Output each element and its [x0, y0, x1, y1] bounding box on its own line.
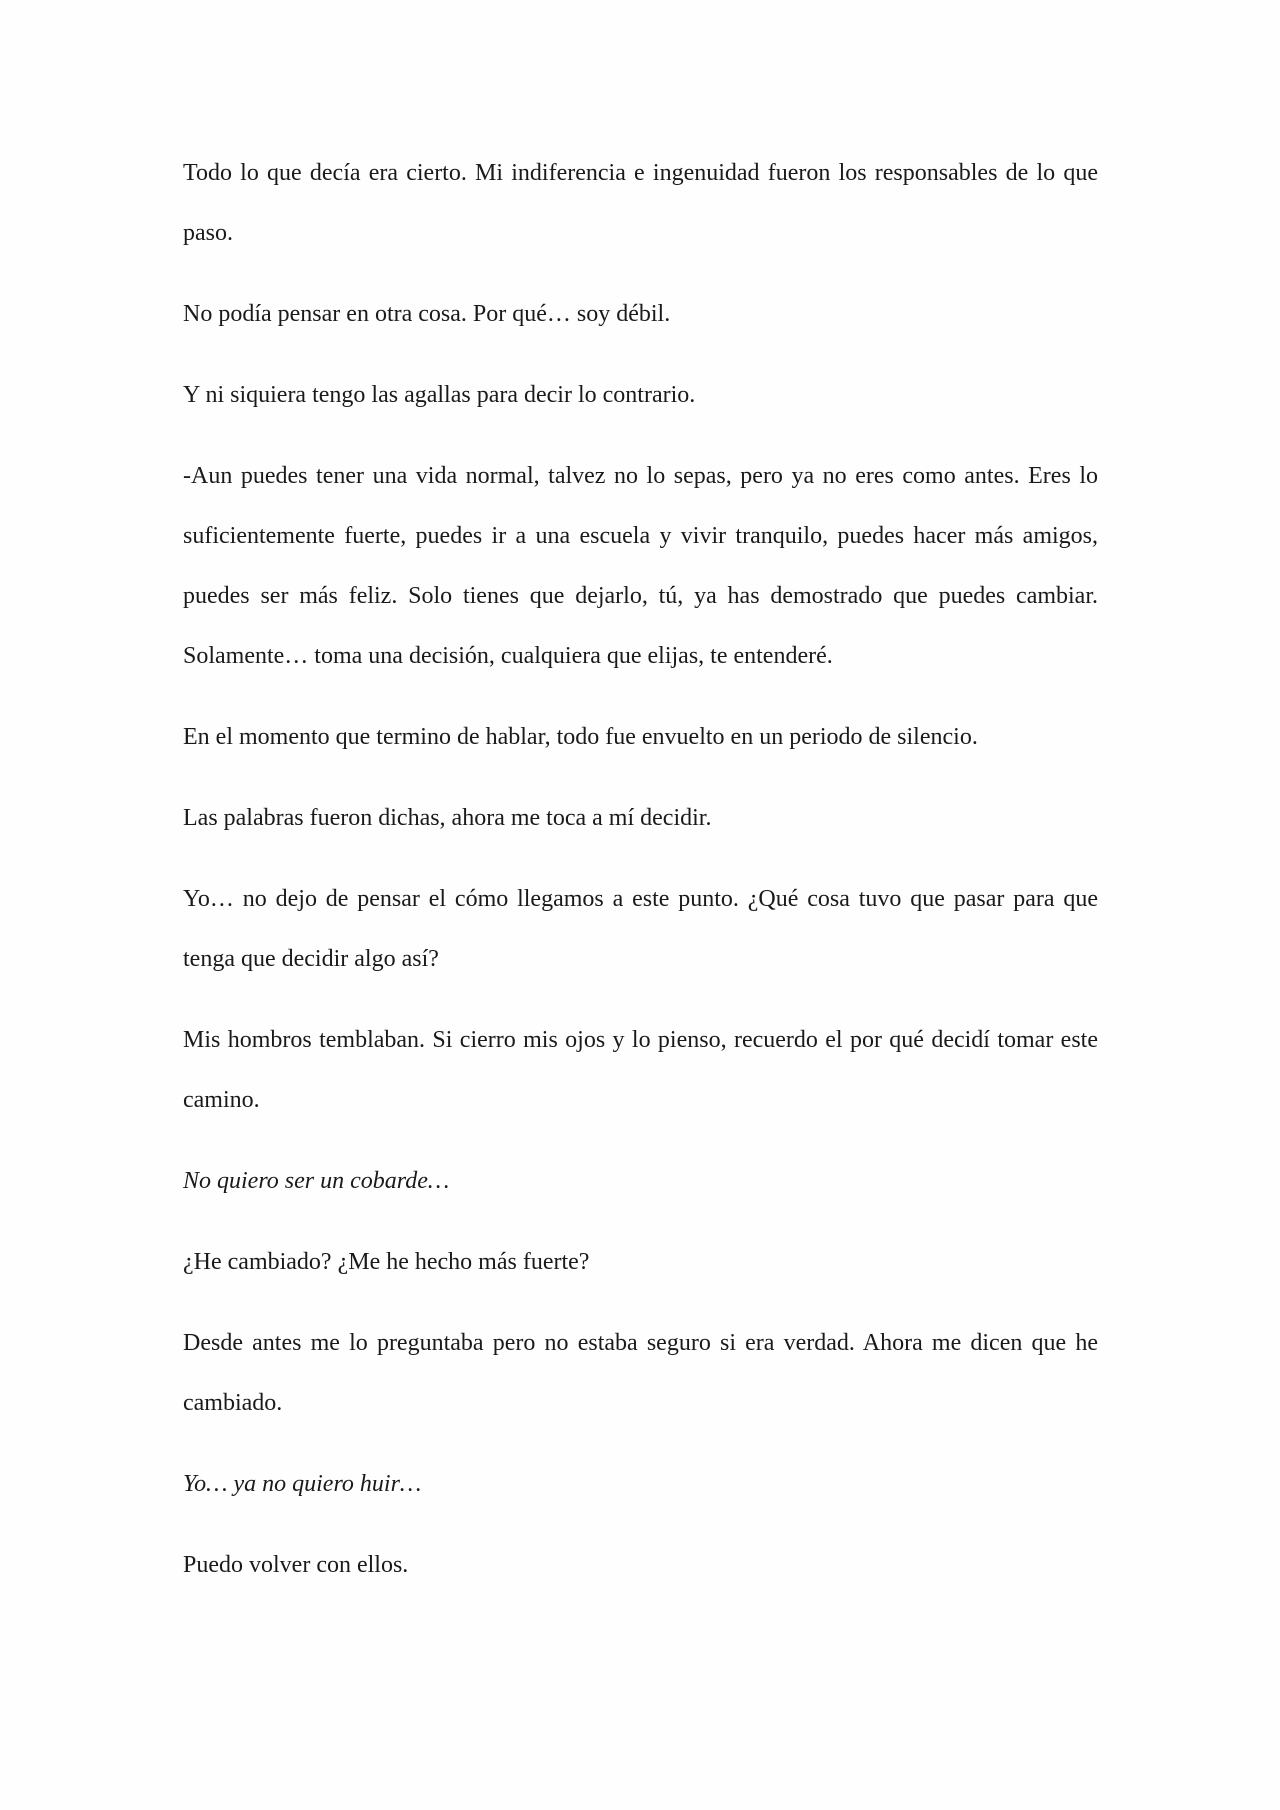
paragraph: Todo lo que decía era cierto. Mi indiferencia e ingenuidad fueron los responsables de lo que paso. [183, 160, 1098, 246]
paragraph: Las palabras fueron dichas, ahora me toca a mí decidir. [183, 805, 712, 831]
paragraph: ¿He cambiado? ¿Me he hecho más fuerte? [183, 1249, 590, 1275]
italic-paragraph: No quiero ser un cobarde… [183, 1168, 450, 1194]
paragraph: Mis hombros temblaban. Si cierro mis ojos y lo pienso, recuerdo el por qué decidí tomar este camino. [183, 1027, 1098, 1113]
italic-paragraph: Yo… ya no quiero huir… [183, 1471, 422, 1497]
document-body [183, 143, 1098, 1616]
paragraph: -Aun puedes tener una vida normal, talvez no lo sepas, pero ya no eres como antes. Eres lo suficientemente fuerte, puedes ir a una escuela y vivir tranquilo, puedes hacer más amigos, puedes ser más feliz. Solo tienes que dejarlo, tú, ya has demostrado que puedes cambiar. Solamente… toma una decisión, cualquiera que elijas, te entenderé. [183, 463, 1098, 669]
paragraph: Y ni siquiera tengo las agallas para decir lo contrario. [183, 382, 696, 408]
paragraph: En el momento que termino de hablar, todo fue envuelto en un periodo de silencio. [183, 724, 978, 750]
paragraph: No podía pensar en otra cosa. Por qué… soy débil. [183, 301, 671, 327]
paragraph: Desde antes me lo preguntaba pero no estaba seguro si era verdad. Ahora me dicen que he cambiado. [183, 1330, 1098, 1416]
paragraph: Puedo volver con ellos. [183, 1552, 409, 1578]
paragraph: Yo… no dejo de pensar el cómo llegamos a este punto. ¿Qué cosa tuvo que pasar para que tenga que decidir algo así? [183, 886, 1098, 972]
